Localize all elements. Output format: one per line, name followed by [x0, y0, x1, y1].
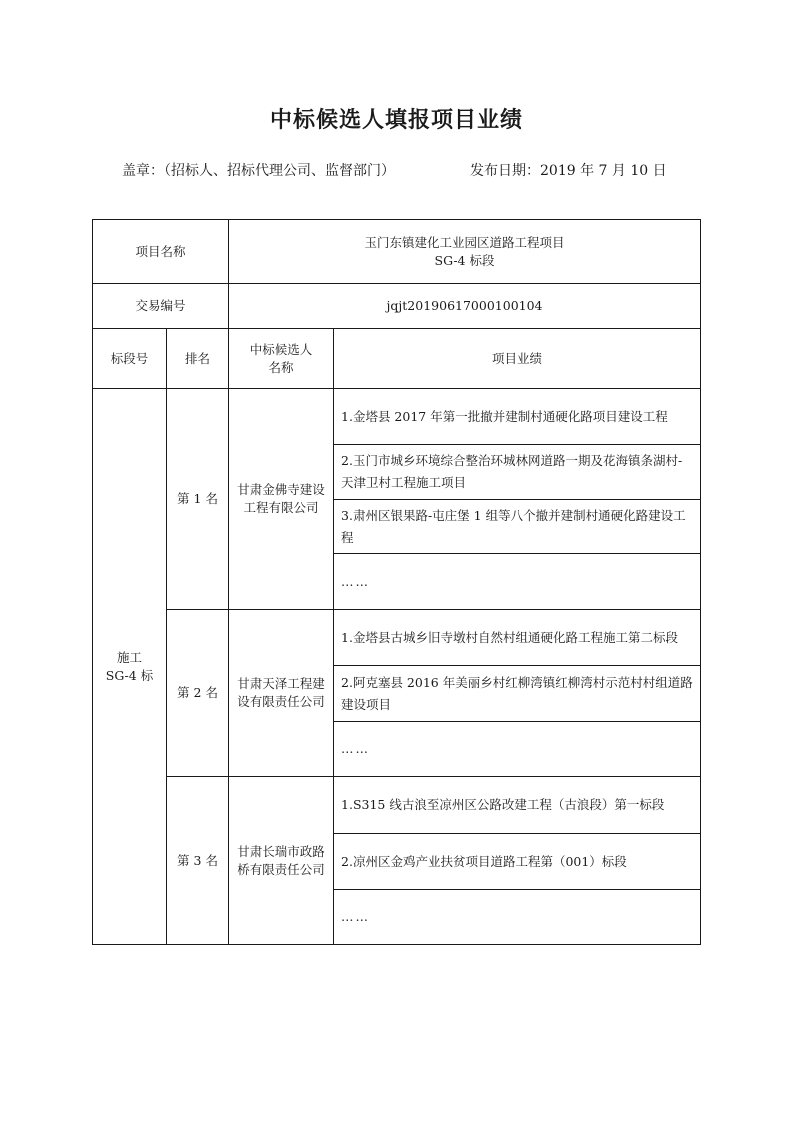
- project-performance-ellipsis: ……: [334, 554, 701, 610]
- project-name-line1: 玉门东镇建化工业园区道路工程项目: [364, 234, 565, 250]
- column-header-row: [93, 329, 701, 389]
- section-line2: SG-4 标: [105, 667, 154, 683]
- column-header-performance: 项目业绩: [334, 329, 701, 389]
- candidate-name-cell: 甘肃天泽工程建设有限责任公司: [229, 610, 334, 777]
- project-name-label: 项目名称: [93, 220, 229, 284]
- table-row: [93, 389, 701, 445]
- project-name-line2: SG-4 标段: [434, 252, 495, 268]
- project-performance-item: 1.S315 线古浪至凉州区公路改建工程（古浪段）第一标段: [334, 777, 701, 834]
- rank-cell: 第 2 名: [167, 610, 229, 777]
- column-header-rank: 排名: [167, 329, 229, 389]
- trade-code-value: jqjt20190617000100104: [229, 284, 701, 329]
- performance-table: [92, 219, 701, 945]
- candidate-name-cell: 甘肃金佛寺建设工程有限公司: [229, 389, 334, 610]
- rank-cell: 第 3 名: [167, 777, 229, 945]
- section-cell: [93, 389, 167, 945]
- project-performance-item: 1.金塔县 2017 年第一批撤并建制村通硬化路项目建设工程: [334, 389, 701, 445]
- column-header-section: 标段号: [93, 329, 167, 389]
- rank-cell: 第 1 名: [167, 389, 229, 610]
- trade-code-label: 交易编号: [93, 284, 229, 329]
- column-header-candidate-line2: 名称: [268, 359, 294, 375]
- document-title: 中标候选人填报项目业绩: [269, 108, 523, 133]
- project-performance-ellipsis: ……: [334, 890, 701, 945]
- project-performance-item: 1.金塔县古城乡旧寺墩村自然村组通硬化路工程施工第二标段: [334, 610, 701, 666]
- candidate-name-cell: 甘肃长瑞市政路桥有限责任公司: [229, 777, 334, 945]
- trade-code-row: [93, 284, 701, 329]
- project-performance-item: 2.玉门市城乡环境综合整治环城林网道路一期及花海镇条湖村-天津卫村工程施工项目: [334, 445, 701, 500]
- project-performance-item: 2.阿克塞县 2016 年美丽乡村红柳湾镇红柳湾村示范村村组道路建设项目: [334, 666, 701, 722]
- project-performance-ellipsis: ……: [334, 722, 701, 777]
- column-header-candidate-line1: 中标候选人: [249, 341, 313, 357]
- project-name-value: [229, 220, 701, 284]
- table-row: [93, 610, 701, 666]
- stamp-line: 盖章：（招标人、招标代理公司、监督部门）: [122, 163, 395, 179]
- publish-date: 发布日期：2019 年 7 月 10 日: [470, 163, 667, 179]
- table-row: [93, 777, 701, 834]
- project-name-row: [93, 220, 701, 284]
- project-performance-item: 2.凉州区金鸡产业扶贫项目道路工程第（001）标段: [334, 834, 701, 890]
- project-performance-item: 3.肃州区银果路-屯庄堡 1 组等八个撤并建制村通硬化路建设工程: [334, 500, 701, 554]
- section-line1: 施工: [116, 649, 142, 665]
- column-header-candidate: [229, 329, 334, 389]
